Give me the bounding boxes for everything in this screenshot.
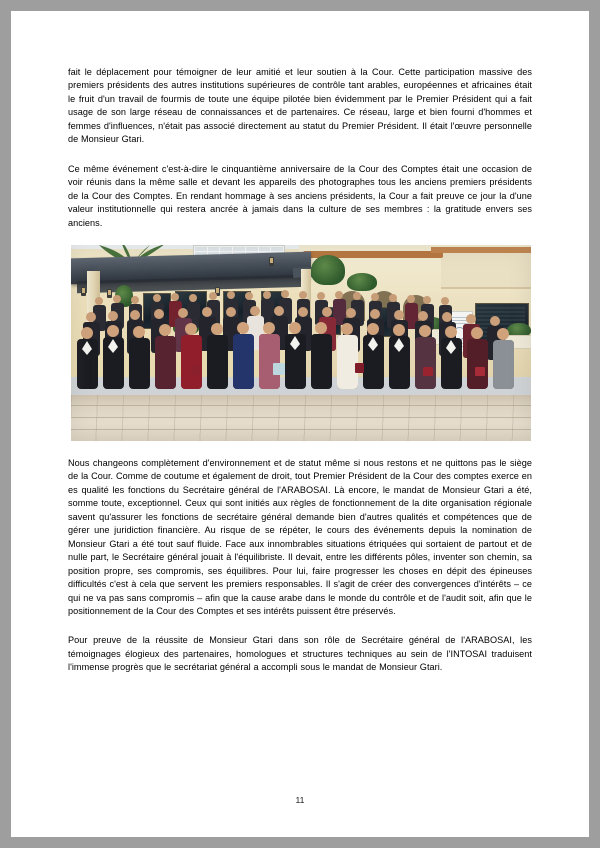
group-photo-image — [71, 245, 531, 441]
paved-ground — [71, 395, 531, 441]
paragraph-2: Ce même événement c'est-à-dire le cinquantième anniversaire de la Cour des Comptes était une occasion de voir réunis dans la même salle et devant les appareils des photographes tous les anciens premiers présidents de la Cour des Comptes. En rendant hommage à ses anciens présidents, la Cour a fait preuve ce jour la d'une valeur institutionnelle qui restera ancrée à jamais dans la culture de ses membres : la gratitude envers ses anciens. — [68, 163, 532, 228]
paragraph-1: fait le déplacement pour témoigner de leur amitié et leur soutien à la Cour. Cette participation massive des premiers présidents des autres institutions supérieures de contrôle tant arables, européennes et africaines était le fruit d'un travail de fourmis de toute une équipe pilotée bien évidemment par le Premier Président qui a fait usage de son large réseau de connaissances et de partenaires. Ce réseau, large et bien fourni d'hommes et femmes d'influences, n'était pas associé directement au statut du Premier Président. Il était l'œuvre personnelle de Monsieur Gtari. — [68, 67, 532, 145]
paragraph-3: Nous changeons complètement d'environnement et de statut même si nous restons et ne quittons pas le siège de la Cour. Comme de coutume et également de droit, tout Premier Président de la Cour des comptes exerce en es qualité les fonctions du Secrétaire général de l'ARABOSAI. Là encore, le mandat de Monsieur Gtari a été, somme toute, exceptionnel. Ceux qui sont initiés aux règles de fonctionnement de la dite organisation régionale savent qu'assurer les fonctions de secrétaire général demande bien d'autres qualités et compétences que de gérer une juridiction financière. Au risque de se répéter, le cours des événements depuis la nomination de Monsieur Gtari a été tout sauf fluide. Face aux innombrables situations étriquées qui sortaient de partout et de nulle part, le Secrétaire général jouait à l'équilibriste. Il devait, entre les différents pôles, inventer son chemin, sa position propre, ses compromis, ses équilibres. Pour lui, faire progresser les choses en dépit des épineuses difficultés c'est à cela que servent les premiers responsables. Il s'agit de créer des convergences d'intérêts – ce qui ne va pas sans compromis – afin que la cause arabe dans le monde du contrôle et de l'audit soit, afin que le positionnement de la Cour des Comptes et ses intérêts puissent être préservés. — [68, 457, 532, 616]
paragraph-4: Pour preuve de la réussite de Monsieur Gtari dans son rôle de Secrétaire général de l'ARABOSAI, les témoignages élogieux des partenaires, homologues et structures techniques au sein de l'INTOSAI traduisent l'immense progrès que le secrétariat général a accompli sous le mandat de Monsieur Gtari. — [68, 635, 532, 673]
page-content — [68, 66, 532, 691]
crowd-of-delegates — [71, 287, 531, 397]
upper-building-block — [441, 247, 531, 289]
roof-tiles-secondary — [431, 247, 531, 253]
group-photo — [71, 245, 531, 441]
page-number: 11 — [295, 795, 305, 805]
wall-lantern-4 — [269, 257, 274, 266]
crowd-silhouettes — [71, 287, 531, 397]
palm-crown — [311, 255, 345, 285]
document-page — [11, 11, 589, 837]
